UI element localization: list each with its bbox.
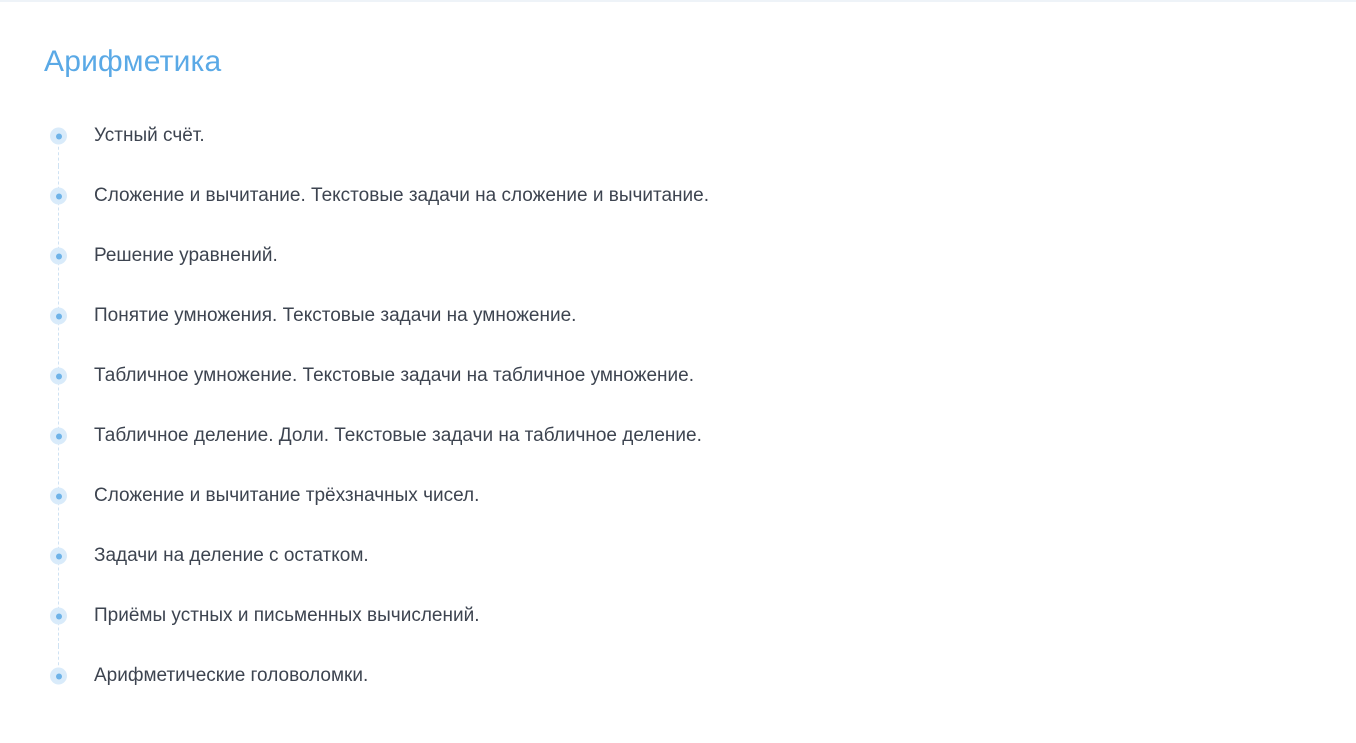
list-item[interactable] bbox=[44, 586, 1308, 646]
bullet-icon bbox=[50, 128, 67, 145]
bullet-icon bbox=[50, 368, 67, 385]
list-item-label: Табличное деление. Доли. Текстовые задачи на табличное деление. bbox=[94, 425, 702, 447]
list-item[interactable] bbox=[44, 106, 1308, 166]
list-item-label: Решение уравнений. bbox=[94, 245, 278, 267]
list-item[interactable] bbox=[44, 466, 1308, 526]
list-item[interactable] bbox=[44, 346, 1308, 406]
list-item-label: Табличное умножение. Текстовые задачи на табличное умножение. bbox=[94, 365, 694, 387]
bullet-icon bbox=[50, 188, 67, 205]
list-item-label: Понятие умножения. Текстовые задачи на умножение. bbox=[94, 305, 577, 327]
list-item-label: Сложение и вычитание трёхзначных чисел. bbox=[94, 485, 480, 507]
list-item-label: Сложение и вычитание. Текстовые задачи на сложение и вычитание. bbox=[94, 185, 710, 207]
list-item[interactable] bbox=[44, 526, 1308, 586]
topic-list bbox=[44, 106, 1308, 706]
bullet-icon bbox=[50, 428, 67, 445]
list-item[interactable] bbox=[44, 286, 1308, 346]
bullet-icon bbox=[50, 308, 67, 325]
list-item-label: Задачи на деление с остатком. bbox=[94, 545, 369, 567]
list-item[interactable] bbox=[44, 226, 1308, 286]
list-item-label: Устный счёт. bbox=[94, 125, 205, 147]
bullet-icon bbox=[50, 248, 67, 265]
bullet-icon bbox=[50, 548, 67, 565]
top-divider bbox=[0, 0, 1356, 2]
list-item-label: Арифметические головоломки. bbox=[94, 665, 369, 687]
bullet-icon bbox=[50, 488, 67, 505]
bullet-icon bbox=[50, 668, 67, 685]
page-title: Арифметика bbox=[44, 45, 222, 78]
list-item-label: Приёмы устных и письменных вычислений. bbox=[94, 605, 480, 627]
list-item[interactable] bbox=[44, 406, 1308, 466]
list-item[interactable] bbox=[44, 166, 1308, 226]
bullet-icon bbox=[50, 608, 67, 625]
list-item[interactable] bbox=[44, 646, 1308, 706]
